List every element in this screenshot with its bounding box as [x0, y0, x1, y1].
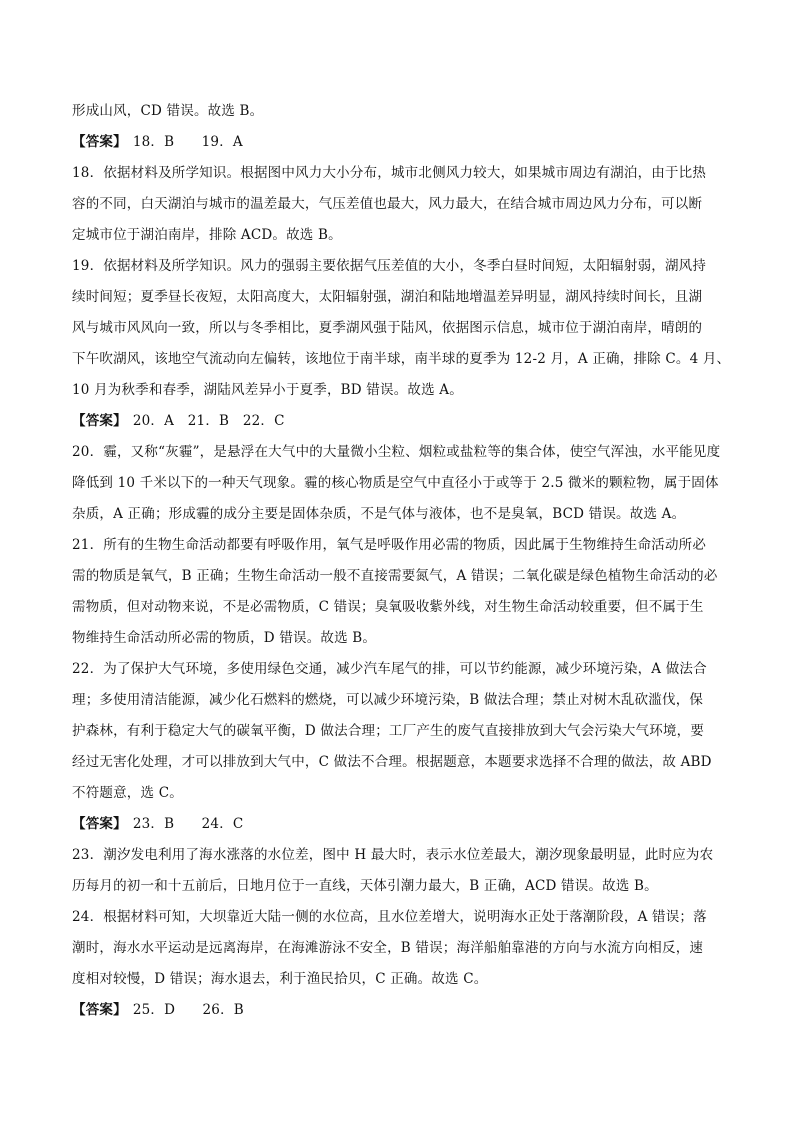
- paragraph-line: 风与城市风风向一致，所以与冬季相比，夏季湖风强于陆风，依据图示信息，城市位于湖泊南岸，晴朗的: [72, 320, 703, 336]
- answer-items: 23．B 24．C: [132, 816, 244, 832]
- paragraph-line: 不符题意，选 C。: [72, 785, 183, 801]
- paragraph-line: 18．依据材料及所学知识。根据图中风力大小分布，城市北侧风力较大，如果城市周边有湖泊，由于比热: [72, 165, 707, 181]
- paragraph-line: 23．潮汐发电利用了海水涨落的水位差，图中 H 最大时，表示水位差最大，潮汐现象最明显，此时应为农: [72, 847, 714, 863]
- answer-line: [72, 406, 732, 437]
- paragraph-line: 形成山风，CD 错误。故选 B。: [72, 103, 264, 119]
- answer-items: 18．B 19．A: [132, 134, 243, 150]
- paragraph-line: 潮时，海水水平运动是远离海岸，在海滩游泳不安全，B 错误；海洋船舶靠港的方向与水流方向相反，速: [72, 940, 704, 956]
- answer-label: 【答案】: [72, 413, 127, 429]
- paragraph-line: 容的不同，白天湖泊与城市的温差最大，气压差值也最大，风力最大，在结合城市周边风力分布，可以断: [72, 196, 703, 212]
- paragraph-line: 护森林，有利于稳定大气的碳氧平衡，D 做法合理；工厂产生的废气直接排放到大气会污染大气环境，要: [72, 723, 705, 739]
- paragraph-line: 续时间短；夏季昼长夜短，太阳高度大，太阳辐射强，湖泊和陆地增温差异明显，湖风持续时间长，且湖: [72, 289, 703, 305]
- paragraph-line: 10 月为秋季和春季，湖陆风差异小于夏季，BD 错误。故选 A。: [72, 382, 463, 398]
- paragraph-line: 19．依据材料及所学知识。风力的强弱主要依据气压差值的大小，冬季白昼时间短，太阳辐射弱，湖风持: [72, 258, 707, 274]
- answer-line: [72, 127, 732, 158]
- answer-items: 25．D 26．B: [132, 1002, 244, 1018]
- paragraph-line: 需的物质是氧气，B 正确；生物生命活动一般不直接需要氮气，A 错误；二氧化碳是绿色植物生命活动的必: [72, 568, 718, 584]
- paragraph-line: 20．霾，又称“灰霾”，是悬浮在大气中的大量微小尘粒、烟粒或盐粒等的集合体，使空气浑浊，水平能见度: [72, 444, 721, 460]
- paragraph-line: 经过无害化处理，才可以排放到大气中，C 做法不合理。根据题意，本题要求选择不合理的做法，故 ABD: [72, 754, 712, 770]
- paragraph-line: 杂质，A 正确；形成霾的成分主要是固体杂质，不是气体与液体，也不是臭氧，BCD 错误。故选 A。: [72, 506, 686, 522]
- paragraph-line: 历每月的初一和十五前后，日地月位于一直线，天体引潮力最大，B 正确，ACD 错误。故选 B。: [72, 878, 658, 894]
- paragraph-line: 降低到 10 千米以下的一种天气现象。霾的核心物质是空气中直径小于或等于 2.5 微米的颗粒物，属于固体: [72, 475, 719, 491]
- paragraph-line: 22．为了保护大气环境，多使用绿色交通，减少汽车尾气的排，可以节约能源，减少环境污染，A 做法合: [72, 661, 707, 677]
- answer-line: [72, 809, 732, 840]
- answer-line: [72, 995, 732, 1026]
- paragraph-line: 需物质，但对动物来说，不是必需物质，C 错误；臭氧吸收紫外线，对生物生命活动较重要，但不属于生: [72, 599, 704, 615]
- answer-label: 【答案】: [72, 1002, 127, 1018]
- document-body: [72, 96, 732, 1026]
- paragraph-line: 度相对较慢，D 错误；海水退去，利于渔民拾贝，C 正确。故选 C。: [72, 971, 488, 987]
- paragraph-line: 定城市位于湖泊南岸，排除 ACD。故选 B。: [72, 227, 342, 243]
- answer-label: 【答案】: [72, 134, 127, 150]
- paragraph-line: 物维持生命活动所必需的物质，D 错误。故选 B。: [72, 630, 377, 646]
- paragraph-line: 理；多使用清洁能源，减少化石燃料的燃烧，可以减少环境污染，B 做法合理；禁止对树木乱砍滥伐，保: [72, 692, 704, 708]
- answer-label: 【答案】: [72, 816, 127, 832]
- answer-items: 20．A 21．B 22．C: [132, 413, 285, 429]
- paragraph-line: 下午吹湖风，该地空气流动向左偏转，该地位于南半球，南半球的夏季为 12-2 月，A 正确，排除 C。4 月、: [72, 351, 731, 367]
- paragraph-line: 24．根据材料可知，大坝靠近大陆一侧的水位高，且水位差增大，说明海水正处于落潮阶段，A 错误；落: [72, 909, 707, 925]
- paragraph-line: 21．所有的生物生命活动都要有呼吸作用，氧气是呼吸作用必需的物质，因此属于生物维持生命活动所必: [72, 537, 707, 553]
